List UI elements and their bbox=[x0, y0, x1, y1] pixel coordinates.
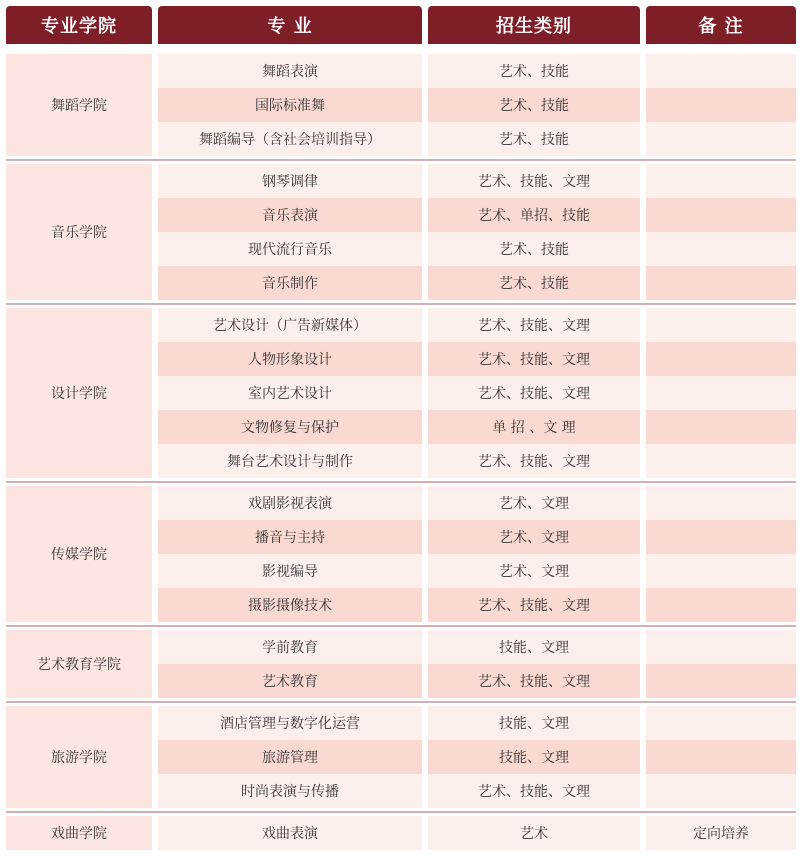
major-cell: 音乐制作 bbox=[158, 266, 422, 300]
note-cell bbox=[646, 410, 796, 444]
table-row bbox=[0, 630, 800, 664]
college-group bbox=[0, 630, 800, 698]
category-cell: 艺术、文理 bbox=[428, 520, 640, 554]
major-cell: 时尚表演与传播 bbox=[158, 774, 422, 808]
table-row bbox=[0, 122, 800, 156]
group-divider bbox=[6, 481, 796, 483]
major-cell: 室内艺术设计 bbox=[158, 376, 422, 410]
note-cell bbox=[646, 740, 796, 774]
college-name: 传媒学院 bbox=[6, 486, 152, 622]
table-row bbox=[0, 816, 800, 850]
note-cell bbox=[646, 630, 796, 664]
category-cell: 艺术、技能、文理 bbox=[428, 588, 640, 622]
category-cell: 技能、文理 bbox=[428, 740, 640, 774]
college-group bbox=[0, 486, 800, 622]
college-name: 旅游学院 bbox=[6, 706, 152, 808]
note-cell bbox=[646, 342, 796, 376]
table-row bbox=[0, 88, 800, 122]
table-row bbox=[0, 740, 800, 774]
group-divider bbox=[6, 701, 796, 703]
note-cell bbox=[646, 444, 796, 478]
major-cell: 舞台艺术设计与制作 bbox=[158, 444, 422, 478]
category-cell: 艺术、技能、文理 bbox=[428, 664, 640, 698]
college-name: 戏曲学院 bbox=[6, 816, 152, 850]
note-cell bbox=[646, 376, 796, 410]
major-cell: 现代流行音乐 bbox=[158, 232, 422, 266]
table-row bbox=[0, 198, 800, 232]
table-row bbox=[0, 520, 800, 554]
group-divider bbox=[6, 303, 796, 305]
table-row bbox=[0, 706, 800, 740]
major-cell: 文物修复与保护 bbox=[158, 410, 422, 444]
header-note: 备 注 bbox=[646, 6, 796, 44]
table-row bbox=[0, 376, 800, 410]
table-row bbox=[0, 164, 800, 198]
note-cell bbox=[646, 588, 796, 622]
major-cell: 舞蹈表演 bbox=[158, 54, 422, 88]
category-cell: 艺术、技能 bbox=[428, 232, 640, 266]
category-cell: 艺术、技能、文理 bbox=[428, 444, 640, 478]
table-row bbox=[0, 554, 800, 588]
category-cell: 艺术、技能 bbox=[428, 54, 640, 88]
major-cell: 学前教育 bbox=[158, 630, 422, 664]
table-row bbox=[0, 588, 800, 622]
category-cell: 艺术、文理 bbox=[428, 486, 640, 520]
note-cell bbox=[646, 308, 796, 342]
note-cell bbox=[646, 486, 796, 520]
college-name: 设计学院 bbox=[6, 308, 152, 478]
note-cell bbox=[646, 266, 796, 300]
major-cell: 音乐表演 bbox=[158, 198, 422, 232]
major-cell: 酒店管理与数字化运营 bbox=[158, 706, 422, 740]
table-row bbox=[0, 232, 800, 266]
category-cell: 艺术、单招、技能 bbox=[428, 198, 640, 232]
category-cell: 艺术、文理 bbox=[428, 554, 640, 588]
category-cell: 艺术、技能、文理 bbox=[428, 376, 640, 410]
note-cell bbox=[646, 232, 796, 266]
category-cell: 艺术 bbox=[428, 816, 640, 850]
college-group bbox=[0, 816, 800, 850]
table-row bbox=[0, 266, 800, 300]
major-cell: 戏剧影视表演 bbox=[158, 486, 422, 520]
note-cell bbox=[646, 706, 796, 740]
table-row bbox=[0, 308, 800, 342]
table-row bbox=[0, 664, 800, 698]
college-name: 舞蹈学院 bbox=[6, 54, 152, 156]
table-row bbox=[0, 54, 800, 88]
major-cell: 戏曲表演 bbox=[158, 816, 422, 850]
major-cell: 旅游管理 bbox=[158, 740, 422, 774]
header-major: 专 业 bbox=[158, 6, 422, 44]
header-category: 招生类别 bbox=[428, 6, 640, 44]
note-cell bbox=[646, 164, 796, 198]
note-cell: 定向培养 bbox=[646, 816, 796, 850]
note-cell bbox=[646, 774, 796, 808]
category-cell: 技能、文理 bbox=[428, 630, 640, 664]
college-name: 艺术教育学院 bbox=[6, 630, 152, 698]
major-cell: 钢琴调律 bbox=[158, 164, 422, 198]
note-cell bbox=[646, 122, 796, 156]
table-row bbox=[0, 444, 800, 478]
college-group bbox=[0, 54, 800, 156]
major-cell: 艺术设计（广告新媒体） bbox=[158, 308, 422, 342]
table-row bbox=[0, 486, 800, 520]
category-cell: 艺术、技能、文理 bbox=[428, 308, 640, 342]
group-divider bbox=[6, 625, 796, 627]
major-cell: 摄影摄像技术 bbox=[158, 588, 422, 622]
note-cell bbox=[646, 198, 796, 232]
note-cell bbox=[646, 664, 796, 698]
note-cell bbox=[646, 520, 796, 554]
major-cell: 舞蹈编导（含社会培训指导） bbox=[158, 122, 422, 156]
major-cell: 人物形象设计 bbox=[158, 342, 422, 376]
college-group bbox=[0, 308, 800, 478]
college-name: 音乐学院 bbox=[6, 164, 152, 300]
category-cell: 艺术、技能、文理 bbox=[428, 342, 640, 376]
college-group bbox=[0, 164, 800, 300]
group-divider bbox=[6, 159, 796, 161]
major-cell: 影视编导 bbox=[158, 554, 422, 588]
header-college: 专业学院 bbox=[6, 6, 152, 44]
note-cell bbox=[646, 554, 796, 588]
category-cell: 单 招 、文 理 bbox=[428, 410, 640, 444]
table-row bbox=[0, 342, 800, 376]
table-row bbox=[0, 774, 800, 808]
group-divider bbox=[6, 811, 796, 813]
category-cell: 艺术、技能 bbox=[428, 88, 640, 122]
category-cell: 艺术、技能 bbox=[428, 266, 640, 300]
major-cell: 国际标准舞 bbox=[158, 88, 422, 122]
college-group bbox=[0, 706, 800, 808]
major-cell: 艺术教育 bbox=[158, 664, 422, 698]
category-cell: 艺术、技能、文理 bbox=[428, 164, 640, 198]
category-cell: 艺术、技能 bbox=[428, 122, 640, 156]
category-cell: 技能、文理 bbox=[428, 706, 640, 740]
table-header bbox=[0, 0, 800, 46]
major-cell: 播音与主持 bbox=[158, 520, 422, 554]
category-cell: 艺术、技能、文理 bbox=[428, 774, 640, 808]
note-cell bbox=[646, 54, 796, 88]
note-cell bbox=[646, 88, 796, 122]
table-row bbox=[0, 410, 800, 444]
